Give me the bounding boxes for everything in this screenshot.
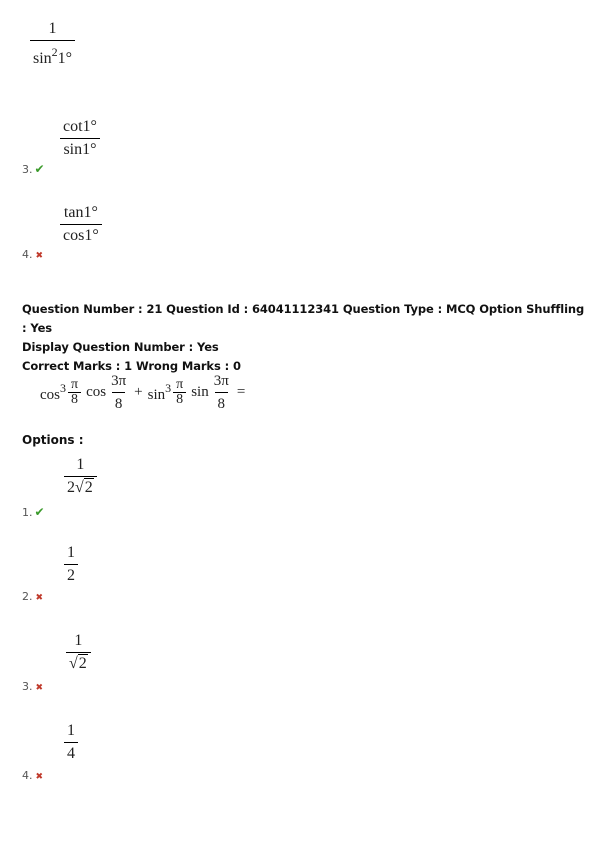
option-3-fraction	[66, 632, 91, 673]
fraction-numerator: cot1°	[63, 118, 97, 135]
cross-icon: ✖	[35, 251, 44, 261]
display-question-number: Display Question Number : Yes	[22, 340, 219, 354]
prev-option-2-fraction	[30, 20, 75, 68]
fraction-denominator: cos1°	[60, 224, 102, 245]
radical-sign: √	[75, 479, 84, 496]
fraction-numerator: 1	[48, 20, 57, 37]
fraction-denominator: 8	[173, 392, 186, 407]
fraction-denominator: 2	[64, 564, 78, 585]
func-name: cos	[40, 387, 60, 403]
option-number: 2.	[22, 590, 33, 603]
radicand: 2	[78, 655, 87, 672]
prev-option-4-marker	[22, 243, 43, 262]
radicand: 2	[84, 479, 93, 496]
fraction-pi-8	[173, 378, 186, 407]
fraction-denominator: 8	[215, 392, 229, 413]
check-icon: ✔	[34, 162, 45, 176]
prev-option-4-fraction	[60, 204, 102, 245]
coefficient: 2	[67, 479, 75, 496]
fraction-numerator: 1	[74, 632, 83, 649]
fraction-numerator: 1	[67, 722, 75, 739]
option-2-marker	[22, 585, 43, 604]
question-header	[22, 300, 587, 376]
exponent: 3	[165, 381, 172, 395]
fraction-denominator: 4	[64, 742, 78, 763]
fraction-numerator: tan1°	[63, 204, 98, 221]
option-4-fraction	[64, 722, 78, 763]
option-number: 4.	[22, 769, 33, 782]
fraction-numerator: π	[176, 377, 184, 392]
fraction-denominator	[30, 40, 75, 68]
fraction-3pi-8	[211, 372, 232, 413]
cross-icon: ✖	[35, 683, 44, 693]
cross-icon: ✖	[35, 593, 44, 603]
option-1-fraction	[64, 456, 97, 497]
func-name: sin	[33, 50, 52, 67]
fraction-denominator	[64, 476, 97, 497]
question-meta-line: Question Number : 21 Question Id : 64041112341 Question Type : MCQ Option Shuffling : Yes	[22, 302, 585, 335]
fraction-numerator: 3π	[111, 373, 127, 389]
fraction-denominator: 8	[112, 392, 126, 413]
radical-sign: √	[69, 655, 78, 672]
option-4-marker	[22, 764, 43, 783]
term-cos-cubed	[40, 381, 66, 404]
cross-icon: ✖	[35, 772, 44, 782]
prev-option-3-fraction	[60, 118, 100, 159]
term-sin-cubed	[148, 381, 172, 404]
option-number: 1.	[22, 506, 33, 519]
fraction-numerator: 3π	[213, 373, 229, 389]
option-number: 3.	[22, 680, 33, 693]
question-expression	[40, 372, 245, 413]
option-3-marker	[22, 675, 43, 694]
exponent: 3	[60, 381, 66, 395]
exponent: 2	[51, 45, 58, 59]
func-name: sin	[147, 387, 166, 403]
square-root	[75, 479, 94, 497]
option-number: 3.	[22, 163, 33, 176]
fraction-numerator: 1	[67, 544, 75, 561]
options-label: Options :	[22, 433, 84, 447]
prev-option-3-marker	[22, 158, 45, 177]
option-number: 4.	[22, 248, 33, 261]
marks-info: Correct Marks : 1 Wrong Marks : 0	[22, 359, 241, 373]
func-name: sin	[191, 384, 209, 400]
fraction-denominator: 8	[68, 392, 81, 407]
fraction-denominator: sin1°	[60, 138, 99, 159]
func-name: cos	[86, 384, 107, 400]
fraction-pi-8	[68, 378, 81, 407]
equals-sign: =	[236, 384, 246, 400]
square-root	[69, 655, 88, 673]
option-1-marker	[22, 501, 45, 520]
fraction-denominator	[66, 652, 91, 673]
fraction-numerator: 1	[76, 456, 85, 473]
fraction-numerator: π	[71, 377, 79, 392]
option-2-fraction	[64, 544, 78, 585]
fraction-3pi-8	[108, 372, 129, 413]
func-arg: 1°	[57, 50, 73, 67]
plus-sign: +	[134, 384, 143, 400]
check-icon: ✔	[34, 505, 45, 519]
